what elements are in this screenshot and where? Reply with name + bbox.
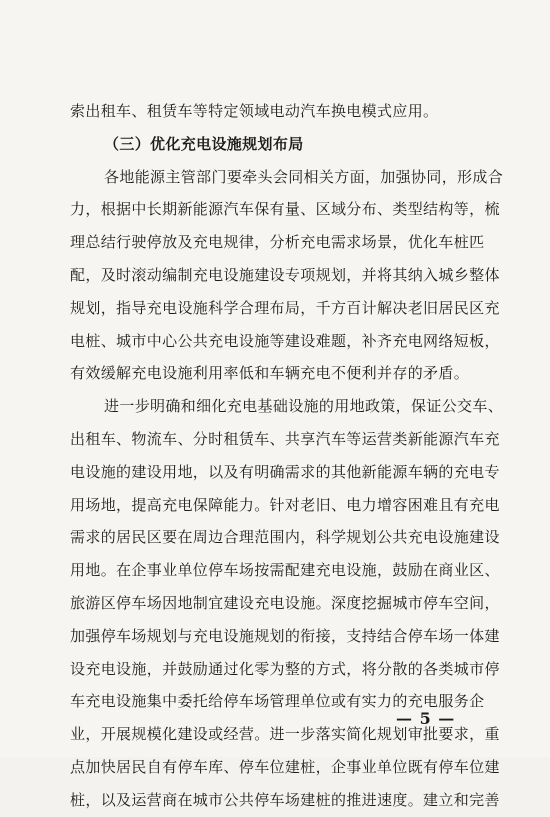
paragraph-line: 桩，以及运营商在城市公共停车场建桩的推进速度。建立和完善 bbox=[70, 790, 500, 809]
paragraph-line: 需求的居民区要在周边合理范围内，科学规划公共充电设施建设 bbox=[70, 528, 500, 547]
paragraph-line: 力，根据中长期新能源汽车保有量、区域分布、类型结构等，梳 bbox=[70, 200, 500, 219]
paragraph-line: 设充电设施，并鼓励通过化零为整的方式，将分散的各类城市停 bbox=[70, 659, 500, 678]
paragraph-line: 用地。在企事业单位停车场按需配建充电设施，鼓励在商业区、 bbox=[70, 561, 500, 580]
paragraph-line: 索出租车、租赁车等特定领域电动汽车换电模式应用。 bbox=[70, 102, 439, 120]
paragraph-line: 旅游区停车场因地制宜建设充电设施。深度挖掘城市停车空间， bbox=[70, 593, 500, 612]
paragraph-line: 电桩、城市中心公共充电设施等建设难题，补齐充电网络短板， bbox=[70, 331, 500, 350]
paragraph-line: 各地能源主管部门要牵头会同相关方面，加强协同，形成合 bbox=[104, 167, 504, 186]
paragraph-line: 电设施的建设用地，以及有明确需求的其他新能源车辆的充电专 bbox=[70, 462, 500, 481]
paragraph-line: 配，及时滚动编制充电设施建设专项规划，并将其纳入城乡整体 bbox=[70, 265, 500, 284]
page-number: — 5 — bbox=[396, 709, 456, 728]
section-heading: （三）优化充电设施规划布局 bbox=[104, 134, 304, 153]
paragraph-line: 点加快居民自有停车库、停车位建桩，企事业单位既有停车位建 bbox=[70, 757, 500, 776]
paragraph-line: 车充电设施集中委托给停车场管理单位或有实力的充电服务企 bbox=[70, 692, 485, 711]
paragraph-line: 有效缓解充电设施利用率低和车辆充电不便利并存的矛盾。 bbox=[70, 364, 470, 383]
paragraph-line: 出租车、物流车、分时租赁车、共享汽车等运营类新能源汽车充 bbox=[70, 429, 500, 448]
paragraph-line: 业，开展规模化建设或经营。进一步落实简化规划审批要求，重 bbox=[70, 725, 500, 744]
paragraph-line: 规划，指导充电设施科学合理布局，千方百计解决老旧居民区充 bbox=[70, 298, 500, 317]
paragraph-line: 加强停车场规划与充电设施规划的衔接，支持结合停车场一体建 bbox=[70, 626, 500, 645]
paragraph-line: 用场地，提高充电保障能力。针对老旧、电力增容困难且有充电 bbox=[70, 495, 500, 514]
paragraph-line: 理总结行驶停放及充电规律，分析充电需求场景，优化车桩匹 bbox=[70, 233, 485, 252]
paragraph-line: 进一步明确和细化充电基础设施的用地政策，保证公交车、 bbox=[104, 397, 504, 416]
